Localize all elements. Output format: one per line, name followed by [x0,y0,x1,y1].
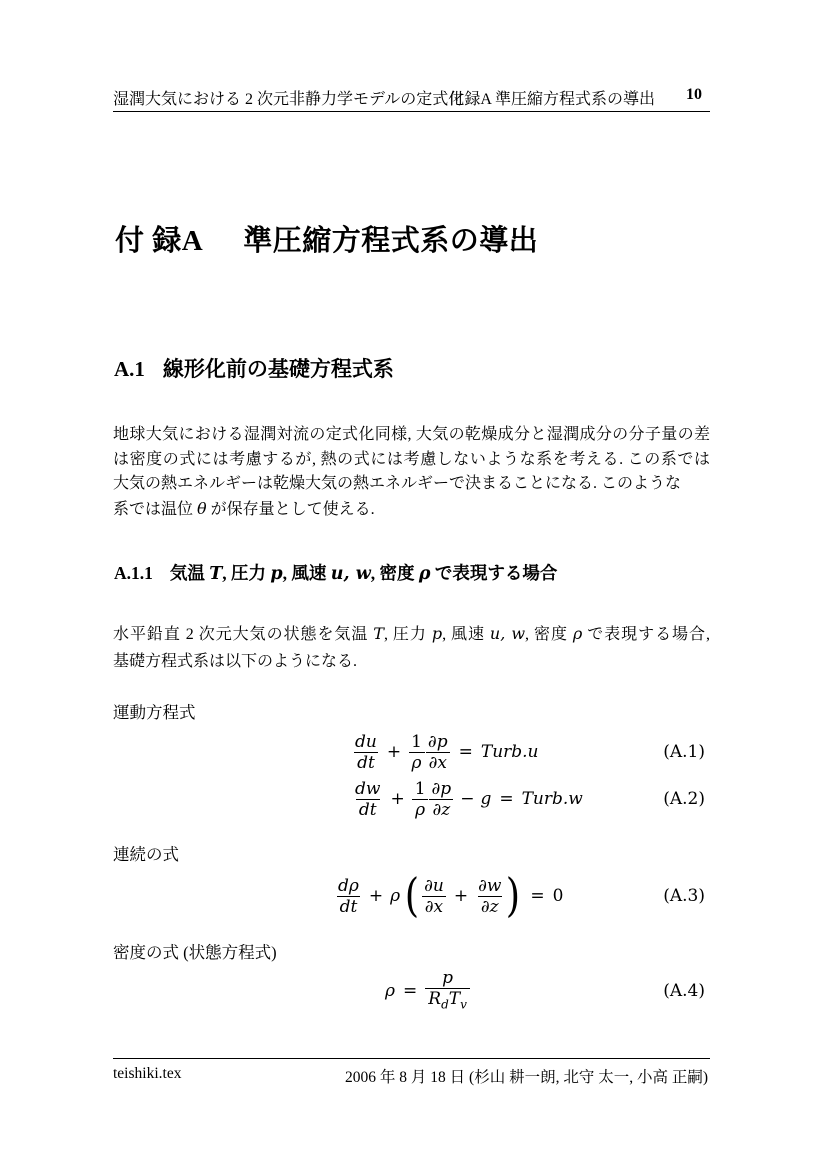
fraction-p-RdTv [425,968,470,1014]
denominator: ρ [409,752,425,773]
denominator: ρ [412,799,428,820]
plus-operator: + [386,742,402,762]
temperature-variable: T [209,564,223,584]
numerator: dw [355,778,381,799]
motion-equation-label: 運動方程式 [113,703,196,722]
turbulence-term-u: Turb.u [480,742,539,762]
density-variable: ρ [572,624,583,643]
section-number: A.1 [114,357,145,381]
paragraph-2-line-2: 基礎方程式系は以下のようになる. [113,653,358,670]
denominator: dt [337,896,361,917]
pressure-variable: p [270,564,283,584]
density-equation-label: 密度の式 (状態方程式) [113,943,277,962]
header-rule [113,111,710,112]
fraction-dp-dx [425,732,451,773]
fraction-du-dt [352,732,380,773]
paragraph-1-line-4-tail: が保存量として使える. [206,501,375,519]
wind-variables: u, w [489,624,526,643]
fraction-du-dx [421,876,447,917]
plus-operator: + [453,886,469,906]
equation-a1 [352,731,539,773]
footer-filename: teishiki.tex [113,1065,182,1082]
numerator: ∂p [431,778,452,799]
virtual-temperature-variable: T [448,988,461,1009]
paragraph-2 [113,620,710,675]
equals-sign: = [530,886,545,906]
paragraph-2-text: で表現する場合, [582,626,710,643]
subsection-text: 気温 [169,563,210,583]
denominator [425,988,470,1014]
pressure-variable: p [431,624,443,643]
denominator: ∂x [422,896,446,917]
equals-sign: = [403,981,418,1001]
paragraph-1-line-1: 地球大気における湿潤対流の定式化同様, 大気の乾燥成分と湿潤成分の分子量の差 [113,426,710,443]
denominator: dt [354,752,378,773]
equation-tag-a1: (A.1) [663,742,705,762]
paragraph-1-line-2: は密度の式には考慮するが, 熱の式には考慮しないような系を考える. この系では [113,450,710,468]
numerator: du [355,731,377,752]
subsection-text: , 風速 [282,563,331,583]
footer-date-authors: 2006 年 8 月 18 日 (杉山 耕一朗, 北守 太一, 小高 正嗣) [345,1069,708,1086]
subscript-v: v [460,997,467,1012]
numerator: ∂p [427,731,448,752]
left-parenthesis: ( [404,868,420,923]
fraction-1-rho [408,732,425,773]
fraction-dw-dt [352,779,383,820]
plus-operator: + [368,886,384,906]
equation-tag-a4: (A.4) [663,981,705,1001]
theta-variable: θ [197,499,207,519]
density-variable: ρ [390,886,401,906]
minus-operator: − [460,789,475,809]
zero-value: 0 [552,886,564,906]
header-page-number: 10 [686,86,702,103]
numerator: p [442,967,453,988]
turbulence-term-w: Turb.w [521,789,583,809]
chapter-heading [115,218,538,259]
plus-operator: + [390,789,405,809]
numerator: 1 [414,778,426,799]
paragraph-1-line-4 [113,497,710,523]
wind-variables: u, w [330,564,371,584]
denominator: ∂z [429,799,453,820]
paragraph-2-line-1 [113,620,710,648]
fraction-dp-dz [429,779,455,820]
fraction-1-rho [412,779,429,820]
numerator: 1 [411,731,422,752]
temperature-variable: T [373,624,384,643]
subsection-number: A.1.1 [114,563,153,583]
density-variable: ρ [385,981,395,1001]
gas-constant-variable: R [428,988,442,1009]
fraction-dw-dz [475,876,504,917]
numerator: dρ [338,875,359,896]
paragraph-1 [113,423,710,523]
chapter-title: 準圧縮方程式系の導出 [243,225,539,257]
equals-sign: = [458,742,473,762]
paragraph-2-text: 水平鉛直 2 次元大気の状態を気温 [113,626,374,643]
paragraph-2-text: , 風速 [442,626,490,643]
subscript-d: d [441,997,449,1012]
paragraph-1-line-3: 大気の熱エネルギーは乾燥大気の熱エネルギーで決まることになる. このような [113,475,682,493]
equation-tag-a2: (A.2) [663,789,705,809]
gravity-variable: g [480,789,492,809]
denominator: dt [356,799,380,820]
footer-rule [113,1058,710,1059]
equation-tag-a3: (A.3) [663,886,705,906]
fraction-drho-dt [335,876,362,917]
density-variable: ρ [418,564,431,584]
section-title: 線形化前の基礎方程式系 [162,357,394,381]
right-parenthesis: ) [506,868,521,923]
chapter-label: 付 録A [115,225,204,257]
paragraph-1-line-4-text: 系では温位 [113,501,198,519]
continuity-equation-label: 連続の式 [113,845,179,864]
paragraph-2-text: , 圧力 [383,626,432,643]
denominator: ∂z [478,896,502,917]
subsection-heading [114,560,557,585]
subsection-text: で表現する場合 [430,563,558,583]
paragraph-2-text: , 密度 [525,626,573,643]
equation-a3 [335,868,563,924]
equals-sign: = [499,789,514,809]
numerator: ∂w [478,875,502,896]
header-right-title: 付録A 準圧縮方程式系の導出 [448,91,655,108]
denominator: ∂x [426,752,450,773]
subsection-text: , 密度 [370,563,419,583]
equation-a4 [385,968,470,1014]
equation-a2 [352,778,583,820]
header-left-title: 湿潤大気における 2 次元非静力学モデルの定式化 [113,91,465,108]
section-heading [114,353,394,383]
subsection-text: , 圧力 [222,563,271,583]
numerator: ∂u [424,875,444,896]
